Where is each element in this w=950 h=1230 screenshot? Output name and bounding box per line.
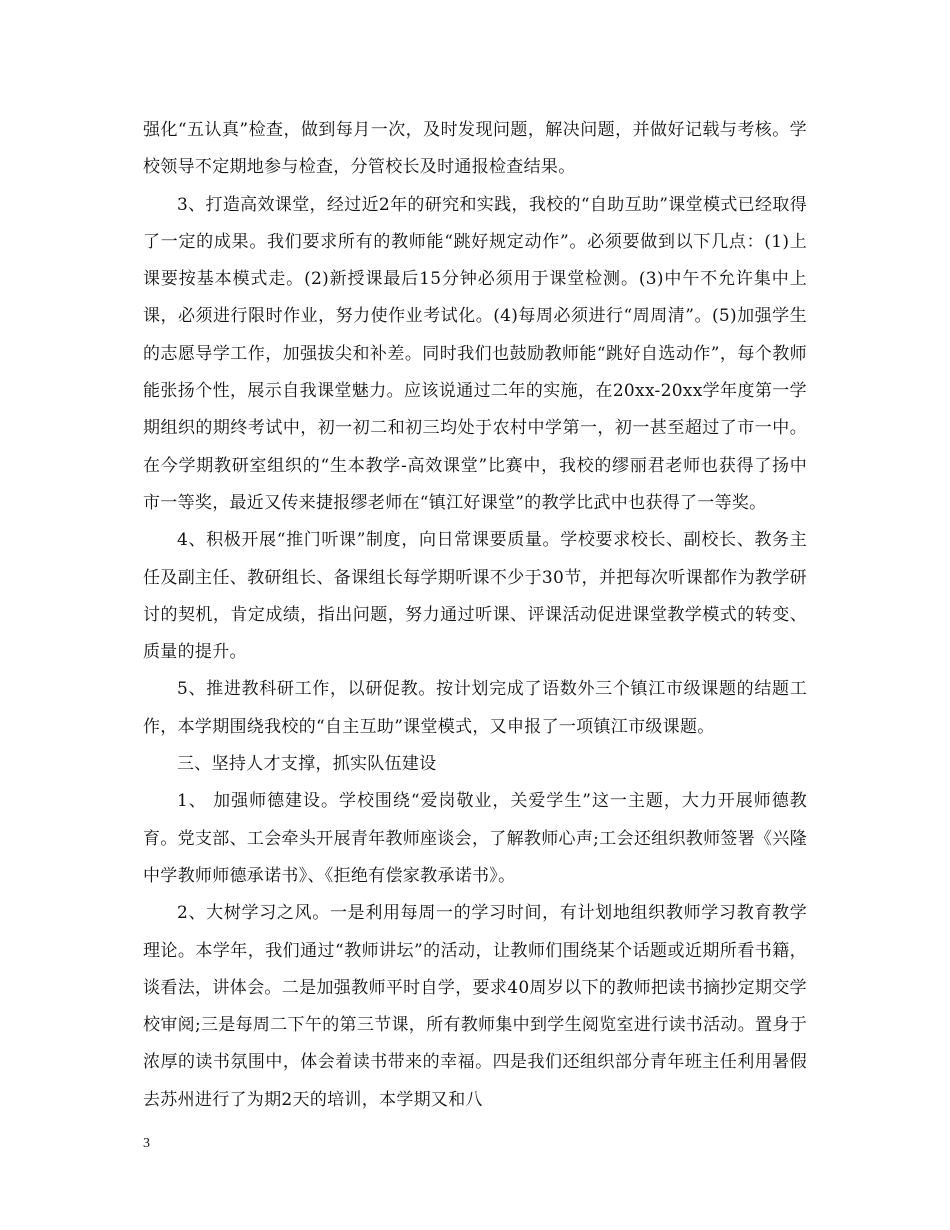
paragraph-continuation: 强化“五认真”检查，做到每月一次，及时发现问题，解决问题，并做好记载与考核。学校领导不定期地参与检查，分管校长及时通报检查结果。 bbox=[143, 120, 807, 178]
paragraph-research-work: 5、推进教科研工作，以研促教。按计划完成了语数外三个镇江市级课题的结题工作，本学期围绕我校的“自主互助”课堂模式，又申报了一项镇江市级课题。 bbox=[143, 679, 807, 737]
document-body bbox=[143, 112, 807, 1119]
paragraph-efficient-classroom: 3、打造高效课堂，经过近2年的研究和实践，我校的“自助互助”课堂模式已经取得了一定的成果。我们要求所有的教师能“跳好规定动作”。必须要做到以下几点：(1)上课要按基本模式走。(2)新授课最后15分钟必须用于课堂检测。(3)中午不允许集中上课，必须进行限时作业，努力使作业考试化。(4)每周必须进行“周周清”。(5)加强学生的志愿导学工作，加强拔尖和补差。同时我们也鼓励教师能“跳好自选动作”，每个教师能张扬个性，展示自我课堂魅力。应该说通过二年的实施，在20xx-20xx学年度第一学期组织的期终考试中，初一初二和初三均处于农村中学第一，初一甚至超过了市一中。在今学期教研室组织的“生本教学-高效课堂”比赛中，我校的缪丽君老师也获得了扬中市一等奖，最近又传来捷报缪老师在“镇江好课堂”的教学比武中也获得了一等奖。 bbox=[143, 194, 807, 513]
paragraph-teacher-ethics: 1、 加强师德建设。学校围绕“爱岗敬业，关爱学生”这一主题，大力开展师德教育。党支部、工会牵头开展青年教师座谈会，了解教师心声;工会还组织教师签署《兴隆中学教师师德承诺书》、《拒绝有偿家教承诺书》。 bbox=[143, 791, 807, 886]
page-number: 3 bbox=[143, 1136, 150, 1151]
section-heading-staff-building: 三、坚持人才支撑，抓实队伍建设 bbox=[177, 754, 437, 775]
paragraph-open-door-lessons: 4、积极开展“推门听课”制度，向日常课要质量。学校要求校长、副校长、教务主任及副主任、教研组长、备课组长每学期听课不少于30节，并把每次听课都作为教学研讨的契机，肯定成绩，指出问题，努力通过听课、评课活动促进课堂教学模式的转变、质量的提升。 bbox=[143, 530, 807, 663]
paragraph-learning-culture: 2、大树学习之风。一是利用每周一的学习时间，有计划地组织教师学习教育教学理论。本学年，我们通过“教师讲坛”的活动，让教师们围绕某个话题或近期所看书籍，谈看法，讲体会。二是加强教师平时自学，要求40周岁以下的教师把读书摘抄定期交学校审阅;三是每周二下午的第三节课，所有教师集中到学生阅览室进行读书活动。置身于浓厚的读书氛围中，体会着读书带来的幸福。四是我们还组织部分青年班主任利用暑假去苏州进行了为期2天的培训，本学期又和八 bbox=[143, 903, 807, 1110]
